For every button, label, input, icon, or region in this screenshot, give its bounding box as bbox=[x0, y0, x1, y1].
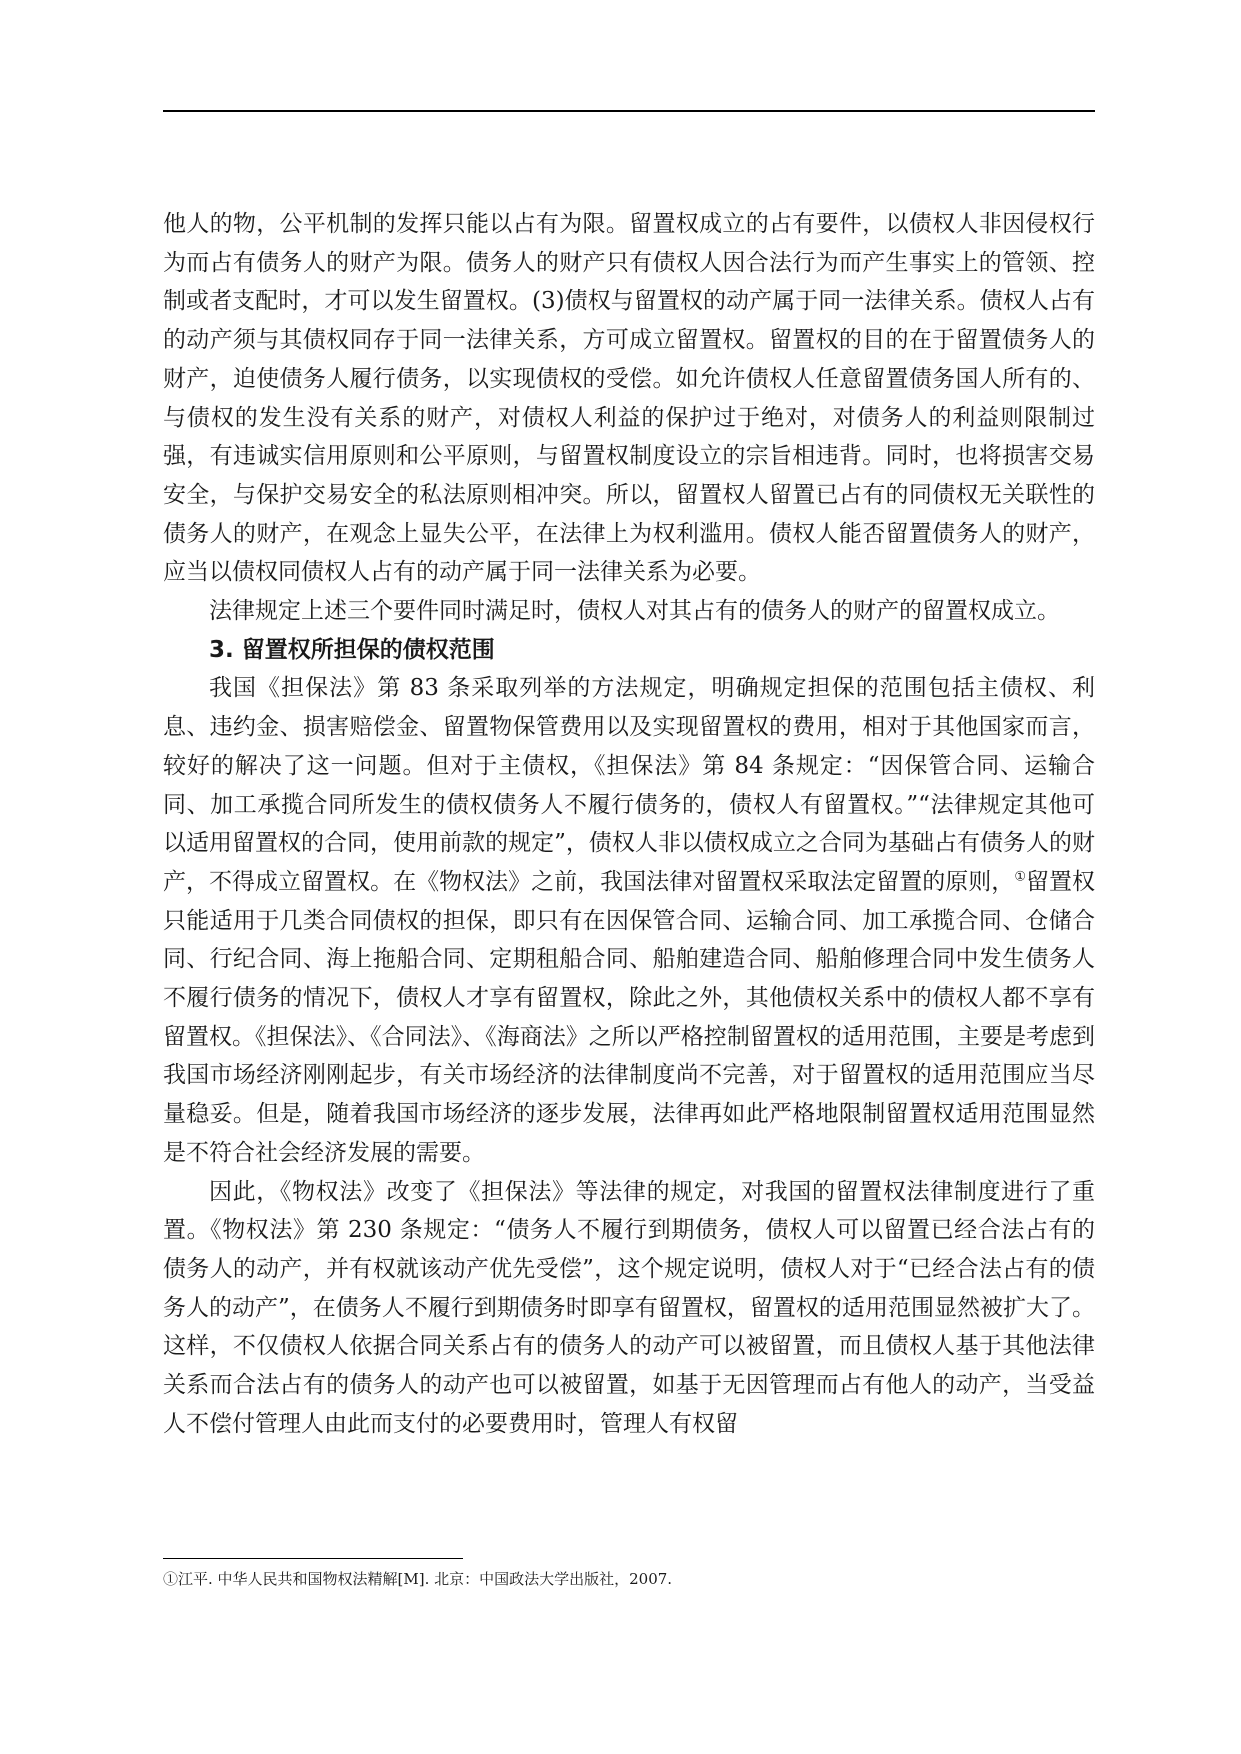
section-heading: 3. 留置权所担保的债权范围 bbox=[209, 636, 495, 663]
footnote-rule bbox=[163, 1558, 463, 1559]
header-rule bbox=[163, 110, 1095, 112]
footnote: ①江平. 中华人民共和国物权法精解[M]. 北京：中国政法大学出版社，2007. bbox=[163, 1570, 673, 1588]
paragraph-3-part-1: 我国《担保法》第 83 条采取列举的方法规定，明确规定担保的范围包括主债权、利息、违约金、损害赔偿金、留置物保管费用以及实现留置权的费用，相对于其他国家而言，较好的解决了这一问题。但对于主债权，《担保法》第 84 条规定：“因保管合同、运输合同、加工承揽合同所发生的债权债务人不履行债务的，债权人有留置权。”“法律规定其他可以适用留置权的合同，使用前款的规定”，债权人非以债权成立之合同为基础占有债务人的财产，不得成立留置权。在《物权法》之前，我国法律对留置权采取法定留置的原则， bbox=[163, 675, 1095, 895]
paragraph-4: 因此，《物权法》改变了《担保法》等法律的规定，对我国的留置权法律制度进行了重置。《物权法》第 230 条规定：“债务人不履行到期债务，债权人可以留置已经合法占有的债务人的动产，并有权就该动产优先受偿”，这个规定说明，债权人对于“已经合法占有的债务人的动产”，在债务人不履行到期债务时即享有留置权，留置权的适用范围显然被扩大了。这样，不仅债权人依据合同关系占有的债务人的动产可以被留置，而且债权人基于其他法律关系而合法占有的债务人的动产也可以被留置，如基于无因管理而占有他人的动产，当受益人不偿付管理人由此而支付的必要费用时，管理人有权留 bbox=[163, 1178, 1095, 1437]
paragraph-2: 法律规定上述三个要件同时满足时，债权人对其占有的债务人的财产的留置权成立。 bbox=[209, 598, 1060, 625]
paragraph-1: 他人的物，公平机制的发挥只能以占有为限。留置权成立的占有要件，以债权人非因侵权行为而占有债务人的财产为限。债务人的财产只有债权人因合法行为而产生事实上的管领、控制或者支配时，才可以发生留置权。(3)债权与留置权的动产属于同一法律关系。债权人占有的动产须与其债权同存于同一法律关系，方可成立留置权。留置权的目的在于留置债务人的财产，迫使债务人履行债务，以实现债权的受偿。如允许债权人任意留置债务国人所有的、与债权的发生没有关系的财产，对债权人利益的保护过于绝对，对债务人的利益则限制过强，有违诚实信用原则和公平原则，与留置权制度设立的宗旨相违背。同时，也将损害交易安全，与保护交易安全的私法原则相冲突。所以，留置权人留置已占有的同债权无关联性的债务人的财产，在观念上显失公平，在法律上为权利滥用。债权人能否留置债务人的财产，应当以债权同债权人占有的动产属于同一法律关系为必要。 bbox=[163, 211, 1095, 586]
paragraph-3 bbox=[163, 669, 1095, 1172]
footnote-reference[interactable]: ① bbox=[1014, 869, 1026, 885]
body-text bbox=[163, 205, 1095, 1444]
paragraph-3-part-2: 留置权只能适用于几类合同债权的担保，即只有在因保管合同、运输合同、加工承揽合同、仓储合同、行纪合同、海上拖船合同、定期租船合同、船舶建造合同、船舶修理合同中发生债务人不履行债务的情况下，债权人才享有留置权，除此之外，其他债权关系中的债权人都不享有留置权。《担保法》、《合同法》、《海商法》之所以严格控制留置权的适用范围，主要是考虑到我国市场经济刚刚起步，有关市场经济的法律制度尚不完善，对于留置权的适用范围应当尽量稳妥。但是，随着我国市场经济的逐步发展，法律再如此严格地限制留置权适用范围显然是不符合社会经济发展的需要。 bbox=[163, 868, 1096, 1166]
